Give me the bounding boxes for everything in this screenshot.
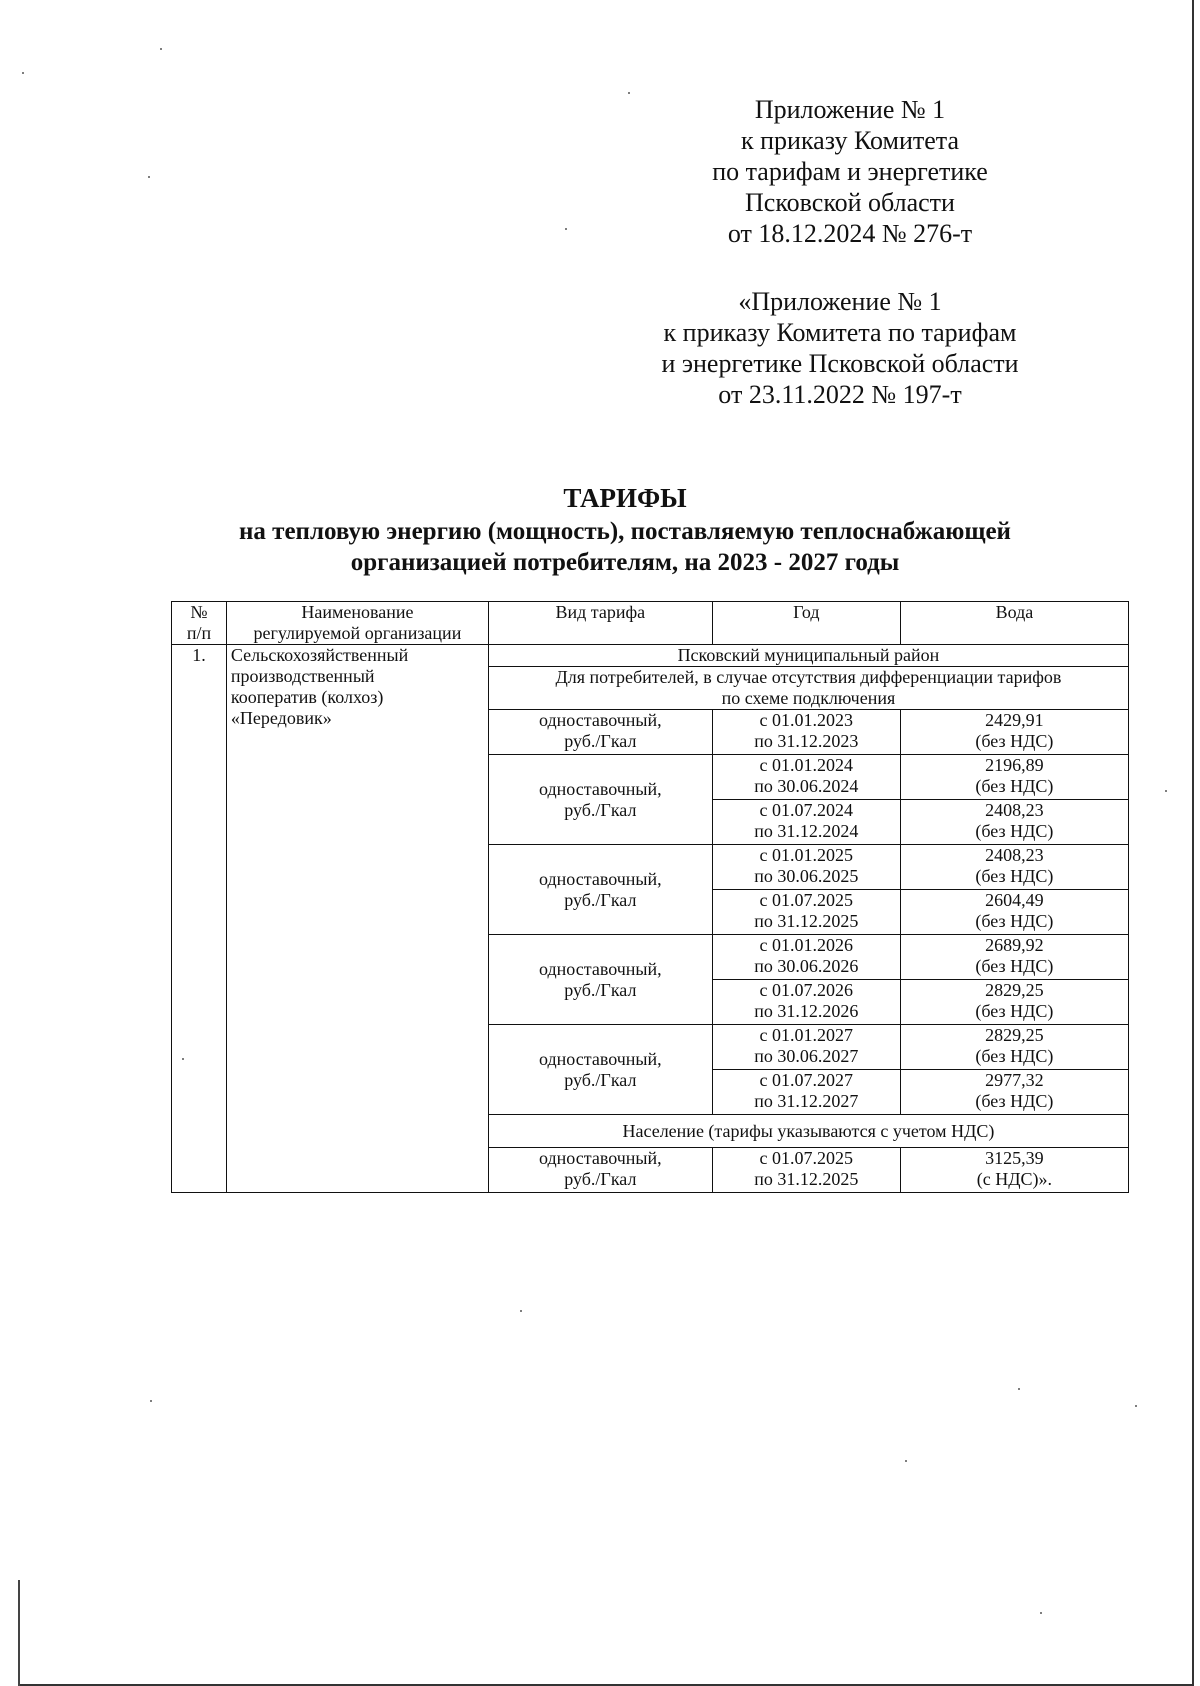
tariff-type-line: руб./Гкал xyxy=(564,1169,637,1189)
period-cell xyxy=(712,1148,900,1193)
tariff-value: 2829,25 xyxy=(985,1025,1044,1045)
period-cell xyxy=(712,710,900,755)
period-to: по 31.12.2025 xyxy=(754,911,859,931)
scan-speck xyxy=(22,72,24,74)
tariff-value-cell xyxy=(900,800,1128,845)
population-group-row: Население (тарифы указываются с учетом НДС) xyxy=(488,1115,1128,1148)
header-organization xyxy=(226,602,488,645)
header-tariff-type: Вид тарифа xyxy=(488,602,712,645)
tariff-value-cell xyxy=(900,1070,1128,1115)
annex-current-line: по тарифам и энергетике xyxy=(712,157,988,186)
tariff-type-cell xyxy=(488,1025,712,1115)
annex-original-line: «Приложение № 1 xyxy=(738,287,942,316)
tariff-vat-note: (без НДС) xyxy=(975,866,1054,886)
scan-speck xyxy=(1040,1612,1042,1614)
tariff-type-cell xyxy=(488,1148,712,1193)
annex-original-line: от 23.11.2022 № 197-т xyxy=(718,380,962,409)
row-number: 1. xyxy=(172,645,227,1193)
tariff-type-line: руб./Гкал xyxy=(564,731,637,751)
annex-current-header xyxy=(620,94,1080,249)
consumer-group-line: Для потребителей, в случае отсутствия дифференциации тарифов xyxy=(555,667,1062,687)
period-to: по 30.06.2026 xyxy=(754,956,859,976)
period-cell xyxy=(712,1070,900,1115)
tariff-value-cell xyxy=(900,710,1128,755)
tariff-value: 2408,23 xyxy=(985,845,1044,865)
period-from: с 01.01.2025 xyxy=(759,845,854,865)
tariff-type-line: одноставочный, xyxy=(539,778,662,799)
period-cell xyxy=(712,845,900,890)
tariff-type-line: руб./Гкал xyxy=(564,1069,637,1090)
header-water: Вода xyxy=(900,602,1128,645)
organization-name-line: Сельскохозяйственный xyxy=(230,645,409,665)
tariff-type-line: одноставочный, xyxy=(539,710,662,730)
tariff-value: 2689,92 xyxy=(985,935,1044,955)
tariff-type-line: одноставочный, xyxy=(539,1148,662,1168)
tariff-vat-note: (с НДС)». xyxy=(976,1169,1053,1189)
tariff-value: 3125,39 xyxy=(985,1148,1044,1168)
annex-current-line: Приложение № 1 xyxy=(754,95,946,124)
header-organization-line: регулируемой организации xyxy=(253,623,462,643)
tariff-value-cell xyxy=(900,890,1128,935)
organization-name-line: кооператив (колхоз) xyxy=(230,687,384,707)
period-cell xyxy=(712,800,900,845)
table-row xyxy=(172,645,1129,667)
annex-current-line: к приказу Комитета xyxy=(740,126,959,155)
tariff-type-line: одноставочный, xyxy=(539,958,662,979)
period-from: с 01.07.2024 xyxy=(759,800,854,820)
tariff-value-cell xyxy=(900,1025,1128,1070)
tariff-type-line: руб./Гкал xyxy=(564,979,637,1000)
period-to: по 31.12.2023 xyxy=(754,731,859,751)
header-number-line: № xyxy=(190,602,208,622)
scan-speck xyxy=(160,48,162,50)
tariff-value: 2977,32 xyxy=(985,1070,1044,1090)
annex-original-line: к приказу Комитета по тарифам xyxy=(663,318,1017,347)
scan-speck xyxy=(520,1310,522,1312)
period-cell xyxy=(712,1025,900,1070)
scan-speck xyxy=(148,176,150,178)
document-subtitle-line: на тепловую энергию (мощность), поставляемую теплоснабжающей xyxy=(239,518,1011,545)
period-from: с 01.01.2024 xyxy=(759,755,854,775)
tariff-type-cell xyxy=(488,845,712,935)
tariff-table xyxy=(171,601,1129,1193)
period-cell xyxy=(712,890,900,935)
tariff-type-cell xyxy=(488,710,712,755)
tariff-value-cell xyxy=(900,980,1128,1025)
tariff-value-cell xyxy=(900,755,1128,800)
tariff-value: 2429,91 xyxy=(985,710,1044,730)
annex-original-header xyxy=(600,286,1080,410)
scan-speck xyxy=(1018,1388,1020,1390)
period-from: с 01.01.2027 xyxy=(759,1025,854,1045)
consumer-group-line: по схеме подключения xyxy=(721,688,896,708)
tariff-vat-note: (без НДС) xyxy=(975,776,1054,796)
page-edge-right xyxy=(1192,0,1194,1686)
period-from: с 01.07.2025 xyxy=(759,1148,854,1168)
consumer-group-row xyxy=(488,667,1128,710)
tariff-value-cell xyxy=(900,935,1128,980)
page-edge-left xyxy=(18,1580,20,1686)
tariff-value: 2196,89 xyxy=(985,755,1044,775)
tariff-type-line: руб./Гкал xyxy=(564,799,637,820)
header-number-line: п/п xyxy=(186,623,212,643)
tariff-type-cell xyxy=(488,755,712,845)
scan-speck xyxy=(150,1400,152,1402)
period-to: по 30.06.2024 xyxy=(754,776,859,796)
header-organization-line: Наименование xyxy=(301,602,414,622)
period-to: по 30.06.2027 xyxy=(754,1046,859,1066)
annex-original-line: и энергетике Псковской области xyxy=(661,349,1019,378)
tariff-value: 2829,25 xyxy=(985,980,1044,1000)
period-from: с 01.01.2026 xyxy=(759,935,854,955)
period-cell xyxy=(712,935,900,980)
tariff-type-line: одноставочный, xyxy=(539,1048,662,1069)
annex-current-line: Псковской области xyxy=(745,188,955,217)
scan-speck xyxy=(1135,1405,1137,1407)
period-from: с 01.01.2023 xyxy=(759,710,854,730)
document-heading xyxy=(100,480,1150,578)
period-to: по 31.12.2026 xyxy=(754,1001,859,1021)
scan-speck xyxy=(1165,790,1167,792)
annex-current-line: от 18.12.2024 № 276-т xyxy=(727,219,973,248)
scan-speck xyxy=(905,1460,907,1462)
period-cell xyxy=(712,980,900,1025)
tariff-vat-note: (без НДС) xyxy=(975,731,1054,751)
scan-speck xyxy=(565,228,567,230)
tariff-vat-note: (без НДС) xyxy=(975,821,1054,841)
tariff-value: 2408,23 xyxy=(985,800,1044,820)
tariff-value: 2604,49 xyxy=(985,890,1044,910)
tariff-vat-note: (без НДС) xyxy=(975,911,1054,931)
tariff-value-cell xyxy=(900,1148,1128,1193)
tariff-vat-note: (без НДС) xyxy=(975,1091,1054,1111)
period-from: с 01.07.2026 xyxy=(759,980,854,1000)
period-to: по 30.06.2025 xyxy=(754,866,859,886)
tariff-vat-note: (без НДС) xyxy=(975,956,1054,976)
header-number xyxy=(172,602,227,645)
organization-name xyxy=(226,645,488,1193)
tariff-type-line: руб./Гкал xyxy=(564,889,637,910)
table-header-row xyxy=(172,602,1129,645)
period-to: по 31.12.2024 xyxy=(754,821,859,841)
period-from: с 01.07.2025 xyxy=(759,890,854,910)
period-from: с 01.07.2027 xyxy=(759,1070,854,1090)
period-cell xyxy=(712,755,900,800)
tariff-value-cell xyxy=(900,845,1128,890)
tariff-type-cell xyxy=(488,935,712,1025)
period-to: по 31.12.2025 xyxy=(754,1169,859,1189)
district-row: Псковский муниципальный район xyxy=(488,645,1128,667)
tariff-vat-note: (без НДС) xyxy=(975,1001,1054,1021)
header-year: Год xyxy=(712,602,900,645)
tariff-vat-note: (без НДС) xyxy=(975,1046,1054,1066)
document-title: ТАРИФЫ xyxy=(563,483,687,513)
organization-name-line: «Передовик» xyxy=(230,708,332,728)
organization-name-line: производственный xyxy=(230,666,375,686)
document-subtitle-line: организацией потребителям, на 2023 - 2027 годы xyxy=(350,549,900,576)
tariff-type-line: одноставочный, xyxy=(539,868,662,889)
period-to: по 31.12.2027 xyxy=(754,1091,859,1111)
